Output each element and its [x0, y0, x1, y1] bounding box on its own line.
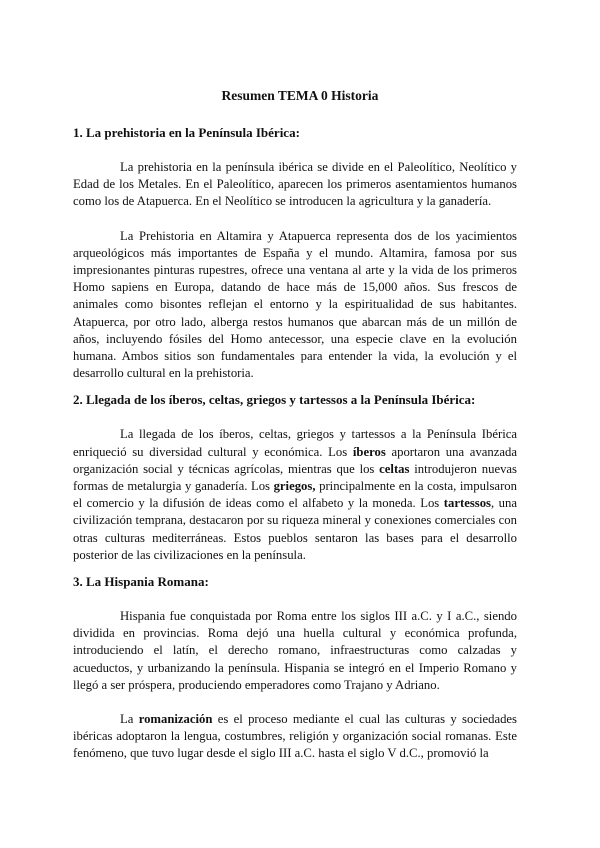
text-run: La llegada de los íberos, celtas, griegos y tartessos a la Península Ibérica enriqueció su diversidad cultural y económica. Los — [73, 427, 517, 459]
bold-term-griegos: griegos, — [273, 479, 316, 494]
page-title: Resumen TEMA 0 Historia — [221, 88, 379, 103]
bold-term-iberos: íberos — [352, 444, 386, 459]
paragraph-pueblos — [73, 426, 517, 564]
text-run: introdujeron nuevas formas de metalurgia y ganadería. Los — [73, 461, 517, 494]
text-run: , una civilización temprana, destacaron por su riqueza mineral y conexiones comerciales con otras culturas mediterráneas. Estos pueblos sentaron las bases para el desarrollo posterior de las civilizaciones en la península. — [73, 496, 517, 562]
section-heading-prehistoria: 1. La prehistoria en la Península Ibérica: — [73, 125, 300, 140]
paragraph-prehistoria-2: La Prehistoria en Altamira y Atapuerca representa dos de los yacimientos arqueológicos más importantes de España y el mundo. Altamira, famosa por sus impresionantes pinturas rupestres, ofrece una ventana al arte y la vida de los primeros Homo sapiens en Europa, datando de hace más de 15,000 años. Sus frescos de animales como bisontes reflejan el entorno y la espiritualidad de sus habitantes. Atapuerca, por otro lado, alberga restos humanos que abarcan más de un millón de años, incluyendo fósiles del Homo antecessor, una especie clave en la evolución humana. Ambos sitios son fundamentales para entender la vida, la evolución y el desarrollo cultural en la prehistoria. — [73, 228, 517, 381]
text-run: principalmente en la costa, impulsaron el comercio y la difusión de ideas como el alfabeto y la moneda. Los — [73, 479, 517, 511]
bold-term-tartessos: tartessos — [443, 496, 491, 511]
text-run: aportaron una avanzada organización social y técnicas agrícolas, mientras que los — [73, 444, 517, 476]
paragraph-hispania-1: Hispania fue conquistada por Roma entre los siglos III a.C. y I a.C., siendo dividida en provincias. Roma dejó una huella cultural y económica profunda, introduciendo el latín, el derecho romano, infraestructuras como calzadas y acueductos, y urbanizando la península. Hispania se integró en el Imperio Romano y llegó a ser próspera, produciendo emperadores como Trajano y Adriano. — [73, 609, 517, 692]
section-heading-pueblos: 2. Llegada de los íberos, celtas, griegos y tartessos a la Península Ibérica: — [73, 392, 476, 408]
bold-term-romanizacion: romanización — [138, 712, 213, 727]
bold-term-celtas: celtas — [379, 461, 410, 476]
text-run: es el proceso mediante el cual las culturas y sociedades ibéricas adoptaron la lengua, costumbres, religión y organización social romanas. Este fenómeno, que tuvo lugar desde el siglo III a.C. hasta el siglo V d.C., promovió la — [73, 712, 517, 761]
text-run: La — [120, 712, 139, 727]
section-heading-hispania-romana: 3. La Hispania Romana: — [73, 574, 209, 590]
paragraph-romanizacion — [73, 711, 517, 763]
paragraph-prehistoria-1: La prehistoria en la península ibérica se divide en el Paleolítico, Neolítico y Edad de los Metales. En el Paleolítico, aparecen los primeros asentamientos humanos como los de Atapuerca. En el Neolítico se introducen la agricultura y la ganadería. — [73, 160, 517, 209]
